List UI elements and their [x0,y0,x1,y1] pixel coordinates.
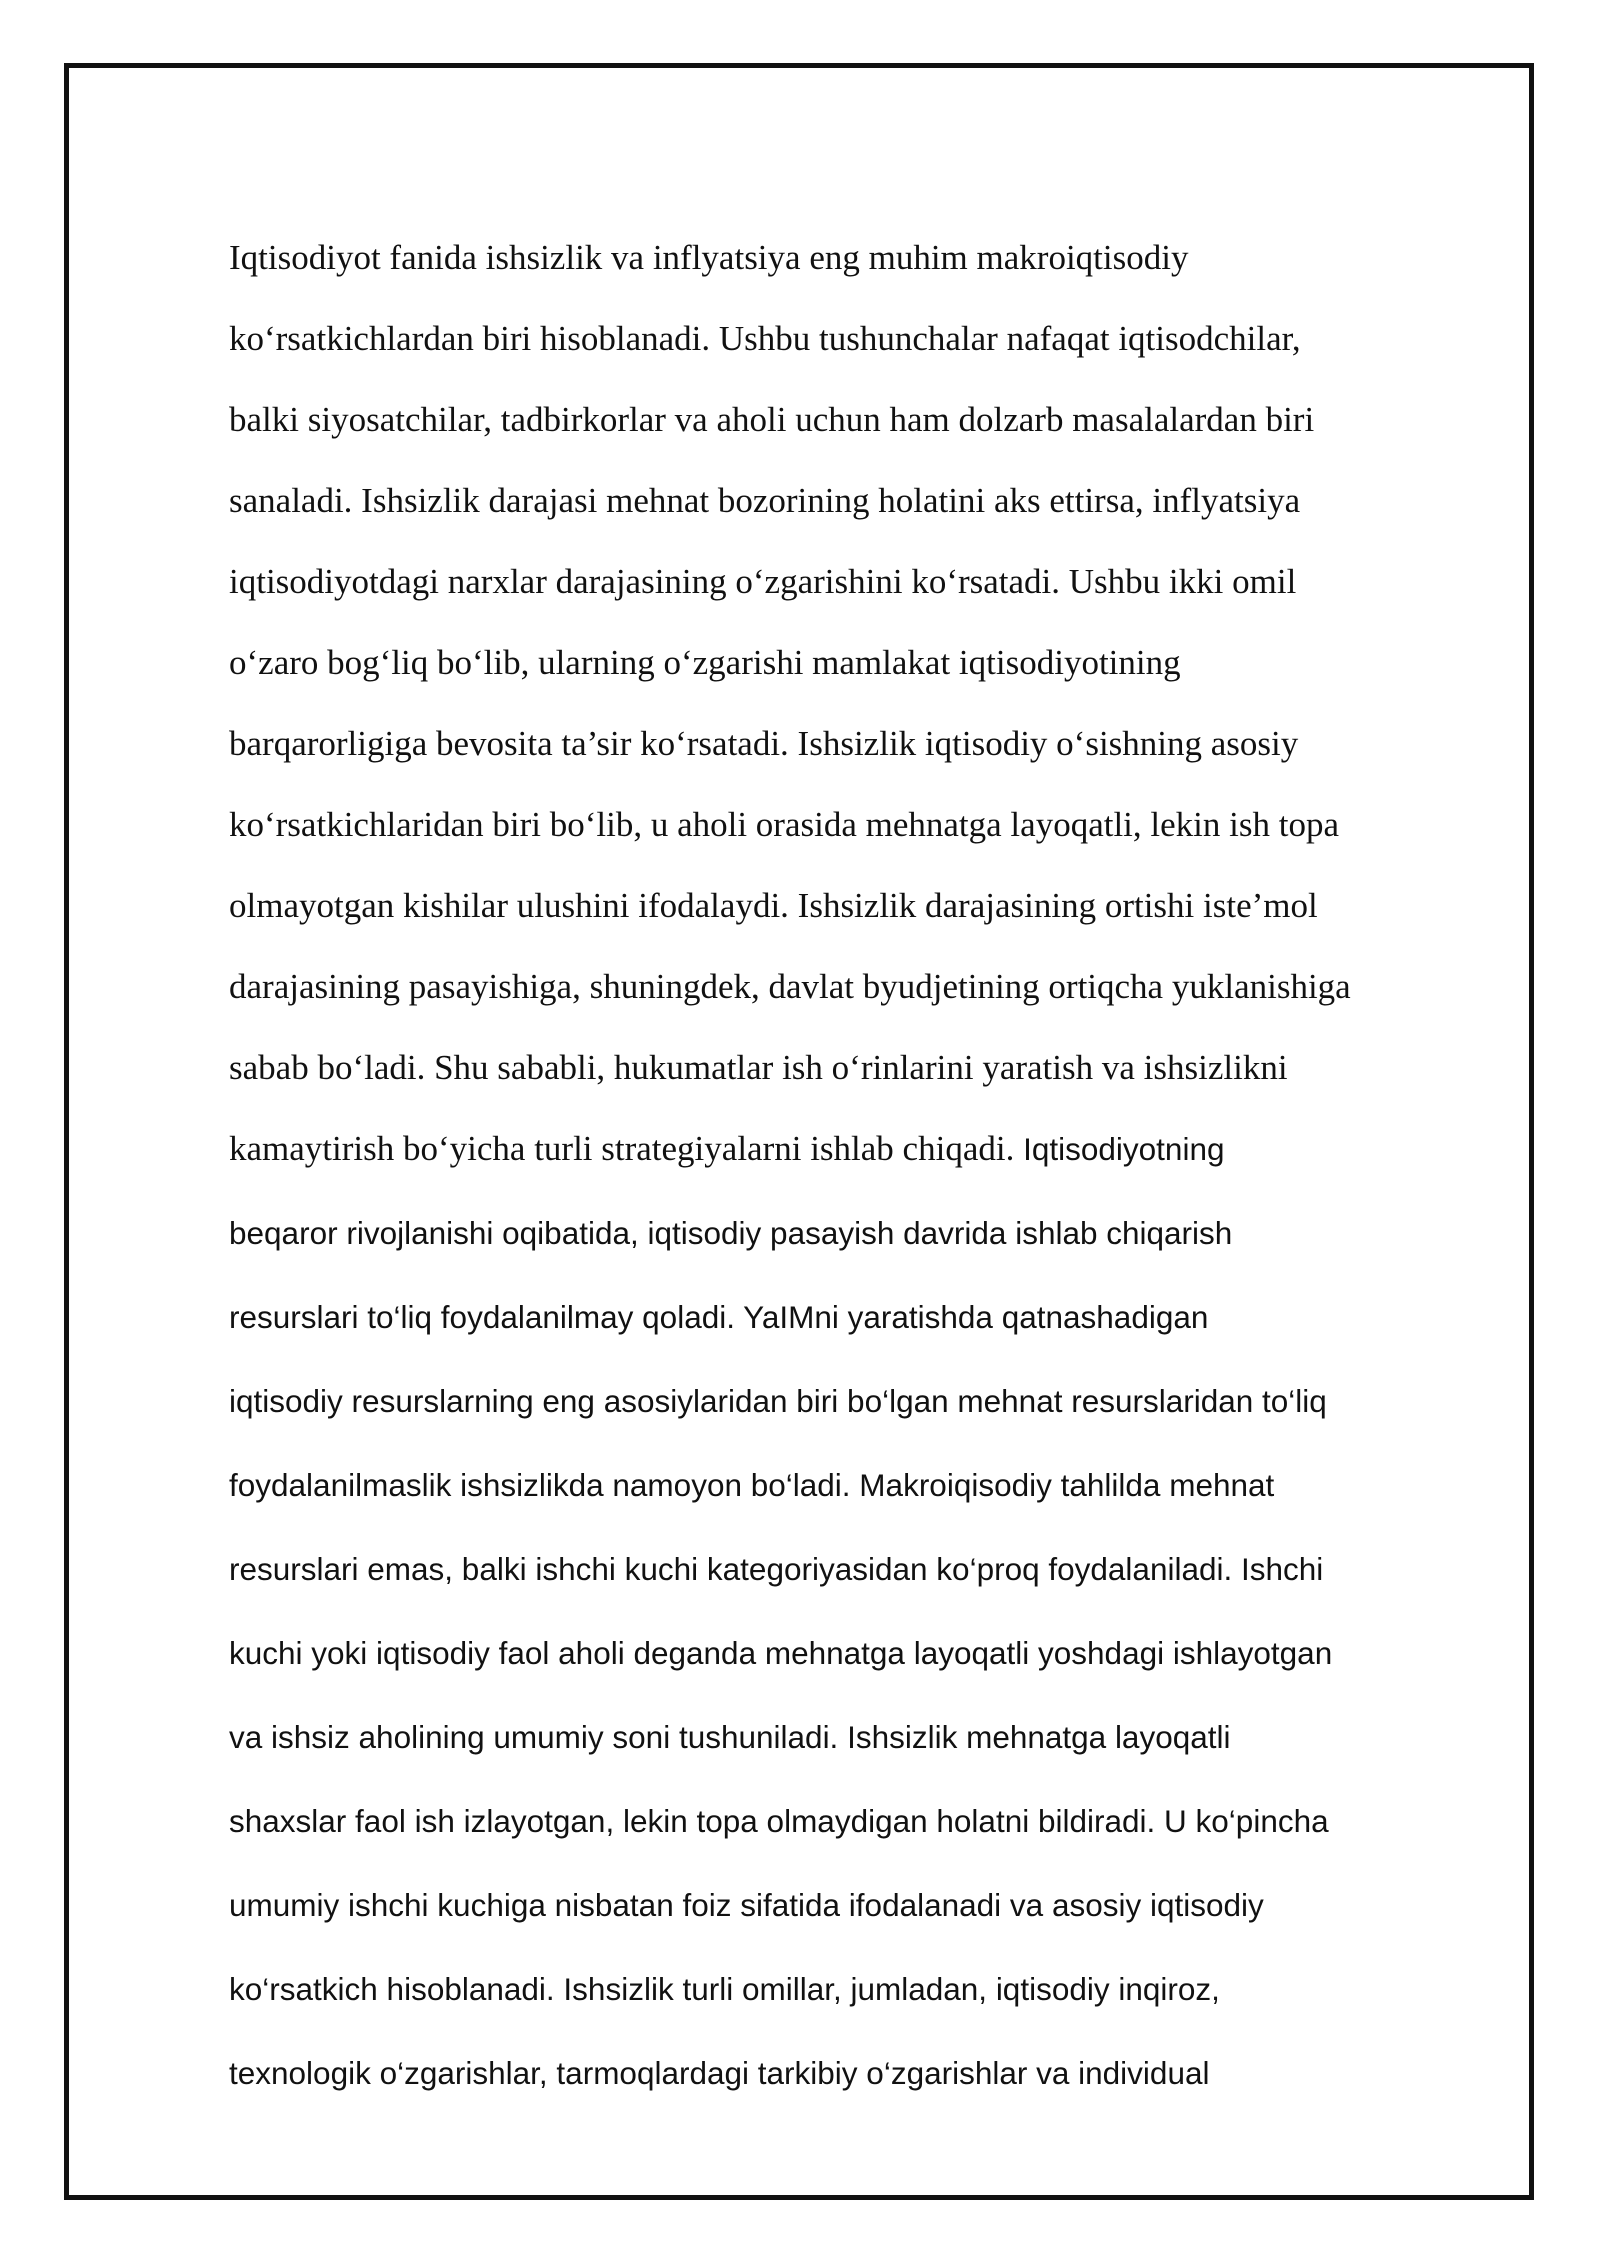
text-line: va ishsiz aholining umumiy soni tushuniladi. Ishsizlik mehnatga layoqatli [229,1719,1231,1755]
text-line-mixed [229,1129,1224,1176]
text-line: kuchi yoki iqtisodiy faol aholi deganda mehnatga layoqatli yoshdagi ishlayotgan [229,1635,1333,1671]
text-line: balki siyosatchilar, tadbirkorlar va aholi uchun ham dolzarb masalalardan biri [229,400,1315,439]
text-line: iqtisodiy resurslarning eng asosiylaridan biri bo‘lgan mehnat resurslaridan to‘liq [229,1383,1327,1419]
text-line: umumiy ishchi kuchiga nisbatan foiz sifatida ifodalanadi va asosiy iqtisodiy [229,1887,1264,1923]
text-line: resurslari to‘liq foydalanilmay qoladi. YaIMni yaratishda qatnashadigan [229,1299,1209,1335]
text-line: ko‘rsatkich hisoblanadi. Ishsizlik turli omillar, jumladan, iqtisodiy inqiroz, [229,1971,1220,2007]
text-line: barqarorligiga bevosita ta’sir ko‘rsatadi. Ishsizlik iqtisodiy o‘sishning asosiy [229,724,1299,763]
text-line: ko‘rsatkichlaridan biri bo‘lib, u aholi orasida mehnatga layoqatli, lekin ish topa [229,805,1339,844]
text-segment-sans: Iqtisodiyotning [1023,1131,1225,1167]
text-line: shaxslar faol ish izlayotgan, lekin topa olmaydigan holatni bildiradi. U ko‘pincha [229,1803,1329,1839]
text-line: resurslari emas, balki ishchi kuchi kategoriyasidan ko‘proq foydalaniladi. Ishchi [229,1551,1324,1587]
text-line: beqaror rivojlanishi oqibatida, iqtisodiy pasayish davrida ishlab chiqarish [229,1215,1233,1251]
text-line: Iqtisodiyot fanida ishsizlik va inflyatsiya eng muhim makroiqtisodiy [229,238,1189,277]
text-line: ko‘rsatkichlardan biri hisoblanadi. Ushbu tushunchalar nafaqat iqtisodchilar, [229,319,1301,358]
text-segment-serif: kamaytirish bo‘yicha turli strategiyalarni ishlab chiqadi. [229,1129,1024,1168]
text-line: sabab bo‘ladi. Shu sababli, hukumatlar ish o‘rinlarini yaratish va ishsizlikni [229,1048,1288,1087]
text-line: darajasining pasayishiga, shuningdek, davlat byudjetining ortiqcha yuklanishiga [229,967,1351,1006]
text-line: o‘zaro bog‘liq bo‘lib, ularning o‘zgarishi mamlakat iqtisodiyotining [229,643,1181,682]
text-line: sanaladi. Ishsizlik darajasi mehnat bozorining holatini aks ettirsa, inflyatsiya [229,481,1301,520]
text-line: foydalanilmaslik ishsizlikda namoyon bo‘ladi. Makroiqisodiy tahlilda mehnat [229,1467,1275,1503]
text-line: iqtisodiyotdagi narxlar darajasining o‘zgarishini ko‘rsatadi. Ushbu ikki omil [229,562,1297,601]
text-line: olmayotgan kishilar ulushini ifodalaydi. Ishsizlik darajasining ortishi iste’mol [229,886,1318,925]
text-line: texnologik o‘zgarishlar, tarmoqlardagi tarkibiy o‘zgarishlar va individual [229,2055,1210,2091]
